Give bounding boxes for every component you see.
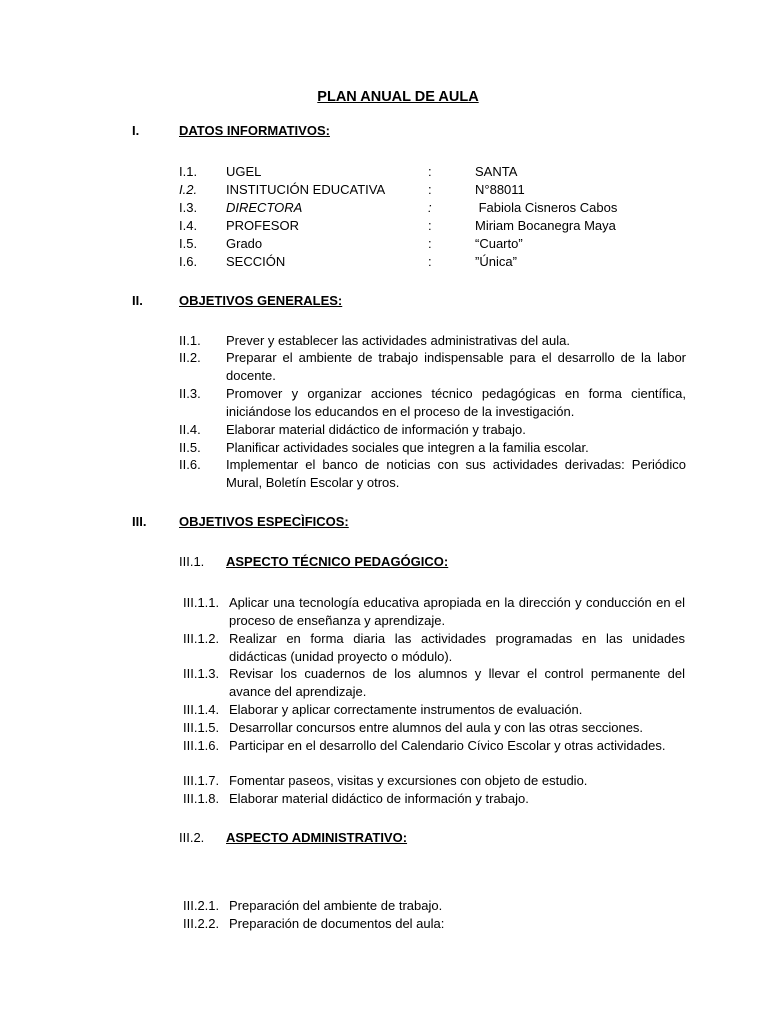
item-text: Fomentar paseos, visitas y excursiones con objeto de estudio.	[229, 773, 588, 788]
item-number: III.1.7.	[183, 773, 220, 788]
subsection-number: III.1.	[179, 554, 205, 569]
item-text: Promover y organizar acciones técnico pedagógicas en forma científica, iniciándose los educandos en el proceso de la investigación.	[226, 386, 686, 419]
item-text: Planificar actividades sociales que integren a la familia escolar.	[226, 440, 589, 455]
section-number: III.	[132, 514, 147, 529]
item-text: Elaborar material didáctico de información y trabajo.	[229, 791, 529, 806]
dato-colon: :	[428, 200, 432, 215]
dato-label: PROFESOR	[226, 218, 299, 233]
dato-value: ”Única”	[475, 254, 517, 269]
section-heading: OBJETIVOS ESPECÌFICOS:	[179, 514, 349, 529]
section-number: II.	[132, 293, 143, 308]
dato-value: N°88011	[475, 182, 525, 197]
dato-number: I.2.	[179, 182, 198, 197]
item-text: Prever y establecer las actividades administrativas del aula.	[226, 333, 570, 348]
dato-colon: :	[428, 182, 432, 197]
dato-colon: :	[428, 218, 432, 233]
dato-number: I.6.	[179, 254, 198, 269]
item-text: Aplicar una tecnología educativa apropiada en la dirección y conducción en el proceso de enseñanza y aprendizaje.	[229, 595, 685, 628]
item-text: Participar en el desarrollo del Calendario Cívico Escolar y otras actividades.	[229, 738, 666, 753]
item-text: Revisar los cuadernos de los alumnos y llevar el control permanente del avance del aprendizaje.	[229, 666, 685, 699]
item-number: III.1.2.	[183, 631, 220, 646]
item-number: II.5.	[179, 440, 201, 455]
subsection-heading: ASPECTO TÉCNICO PEDAGÓGICO:	[226, 554, 449, 569]
dato-label: INSTITUCIÓN EDUCATIVA	[226, 182, 386, 197]
item-number: III.1.5.	[183, 720, 220, 735]
item-number: III.1.8.	[183, 791, 220, 806]
item-number: II.6.	[179, 457, 201, 472]
page-title: PLAN ANUAL DE AULA	[317, 89, 479, 105]
section-heading: DATOS INFORMATIVOS:	[179, 123, 330, 138]
item-number: III.1.1.	[183, 595, 220, 610]
dato-label: DIRECTORA	[226, 200, 303, 215]
item-text: Elaborar y aplicar correctamente instrumentos de evaluación.	[229, 702, 583, 717]
dato-value: Fabiola Cisneros Cabos	[475, 200, 618, 215]
dato-colon: :	[428, 254, 432, 269]
subsection-number: III.2.	[179, 830, 205, 845]
dato-row	[179, 253, 699, 271]
item-number: III.1.4.	[183, 702, 220, 717]
dato-colon: :	[428, 164, 432, 179]
dato-label: Grado	[226, 236, 263, 251]
section-number: I.	[132, 123, 140, 138]
dato-value: “Cuarto”	[475, 236, 523, 251]
item-number: III.1.6.	[183, 738, 220, 753]
item-number: III.2.2.	[183, 916, 220, 931]
dato-colon: :	[428, 236, 432, 251]
section-heading: OBJETIVOS GENERALES:	[179, 293, 343, 308]
dato-number: I.4.	[179, 218, 198, 233]
dato-label: SECCIÓN	[226, 254, 286, 269]
dato-number: I.3.	[179, 200, 198, 215]
dato-row	[179, 235, 699, 253]
item-number: III.2.1.	[183, 898, 220, 913]
item-text: Preparación del ambiente de trabajo.	[229, 898, 443, 913]
dato-row	[179, 199, 699, 217]
dato-value: Miriam Bocanegra Maya	[475, 218, 616, 233]
dato-row	[179, 181, 699, 199]
item-number: II.2.	[179, 350, 201, 365]
item-text: Realizar en forma diaria las actividades programadas en las unidades didácticas (unidad proyecto o módulo).	[229, 631, 685, 664]
subsection-heading: ASPECTO ADMINISTRATIVO:	[226, 830, 408, 845]
dato-row	[179, 163, 699, 181]
dato-number: I.1.	[179, 164, 198, 179]
item-text: Preparación de documentos del aula:	[229, 916, 445, 931]
item-number: II.1.	[179, 333, 201, 348]
item-number: III.1.3.	[183, 666, 220, 681]
item-number: II.4.	[179, 422, 201, 437]
dato-value: SANTA	[475, 164, 518, 179]
item-text: Elaborar material didáctico de información y trabajo.	[226, 422, 526, 437]
item-number: II.3.	[179, 386, 201, 401]
dato-number: I.5.	[179, 236, 198, 251]
dato-row	[179, 217, 699, 235]
item-text: Implementar el banco de noticias con sus actividades derivadas: Periódico Mural, Boletín Escolar y otros.	[226, 457, 686, 490]
dato-label: UGEL	[226, 164, 262, 179]
item-text: Preparar el ambiente de trabajo indispensable para el desarrollo de la labor docente.	[226, 350, 686, 383]
item-text: Desarrollar concursos entre alumnos del aula y con las otras secciones.	[229, 720, 644, 735]
